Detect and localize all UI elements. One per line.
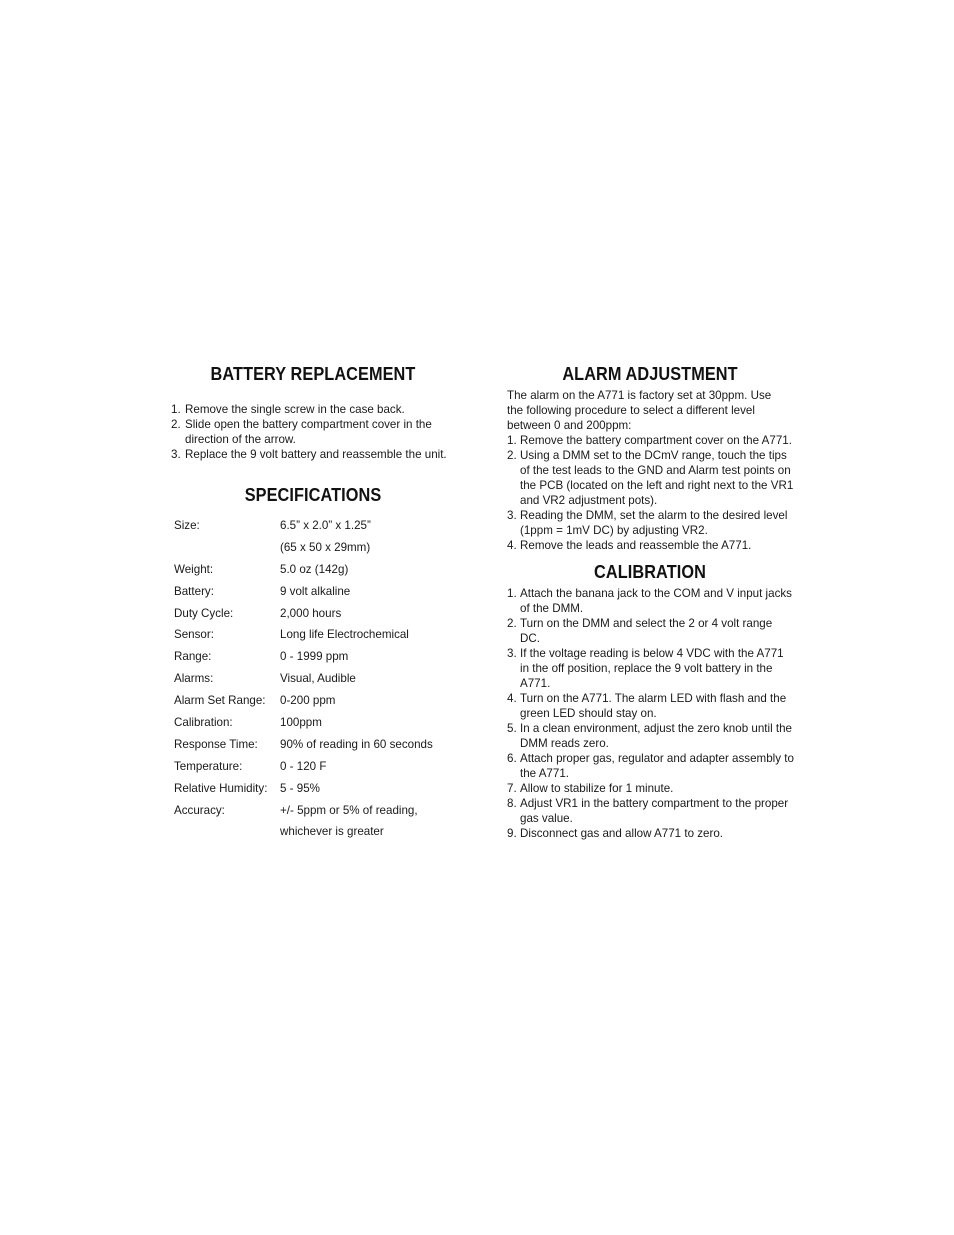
list-item bbox=[505, 691, 795, 721]
battery-replacement-heading: BATTERY REPLACEMENT bbox=[210, 363, 416, 384]
table-row bbox=[174, 540, 433, 562]
list-item bbox=[505, 721, 795, 751]
step-text: Remove the leads and reassemble the A771. bbox=[520, 539, 752, 552]
alarm-adjustment-heading: ALARM ADJUSTMENT bbox=[562, 363, 738, 384]
spec-label bbox=[174, 540, 280, 562]
spec-value: 100ppm bbox=[280, 716, 322, 730]
step-number: 3. bbox=[171, 448, 181, 461]
calibration-steps-list bbox=[505, 586, 795, 841]
table-row bbox=[174, 606, 433, 628]
step-number: 5. bbox=[507, 722, 517, 735]
list-item bbox=[505, 796, 795, 826]
list-item bbox=[505, 616, 795, 646]
list-item bbox=[505, 646, 795, 691]
table-row bbox=[174, 737, 433, 759]
table-row bbox=[174, 518, 433, 540]
step-number: 1. bbox=[507, 434, 517, 447]
step-number: 2. bbox=[171, 418, 181, 431]
list-item bbox=[505, 586, 795, 616]
table-row bbox=[174, 671, 433, 693]
list-item bbox=[168, 402, 458, 417]
step-text: Slide open the battery compartment cover in the direction of the arrow. bbox=[185, 418, 432, 446]
step-text: Turn on the DMM and select the 2 or 4 volt range DC. bbox=[520, 617, 773, 645]
battery-steps-list bbox=[168, 402, 458, 462]
spec-value: whichever is greater bbox=[280, 825, 384, 839]
step-number: 2. bbox=[507, 449, 517, 462]
spec-value: 5 - 95% bbox=[280, 781, 320, 795]
alarm-steps-list bbox=[505, 433, 795, 553]
step-number: 8. bbox=[507, 797, 517, 810]
step-number: 3. bbox=[507, 647, 517, 660]
spec-label bbox=[174, 824, 280, 846]
table-row bbox=[174, 715, 433, 737]
table-row bbox=[174, 824, 433, 846]
step-text: Attach proper gas, regulator and adapter assembly to the A771. bbox=[520, 752, 794, 780]
calibration-heading: CALIBRATION bbox=[594, 561, 706, 582]
table-row bbox=[174, 781, 433, 803]
spec-label: Alarm Set Range: bbox=[174, 694, 266, 708]
step-text: Using a DMM set to the DCmV range, touch the tips of the test leads to the GND and Alarm test points on the PCB (located on the left and right next to the VR1 and VR2 adjustment pots). bbox=[520, 449, 794, 507]
table-row bbox=[174, 584, 433, 606]
table-row bbox=[174, 759, 433, 781]
step-text: Replace the 9 volt battery and reassemble the unit. bbox=[185, 448, 447, 461]
list-item bbox=[505, 826, 795, 841]
alarm-intro-paragraph: The alarm on the A771 is factory set at 30ppm. Use the following procedure to select a different level between 0 and 200ppm: bbox=[507, 389, 772, 432]
table-row bbox=[174, 649, 433, 671]
spec-label: Battery: bbox=[174, 584, 214, 598]
step-number: 1. bbox=[171, 403, 181, 416]
step-number: 4. bbox=[507, 539, 517, 552]
step-number: 2. bbox=[507, 617, 517, 630]
spec-label: Response Time: bbox=[174, 737, 258, 751]
step-number: 3. bbox=[507, 509, 517, 522]
step-text: Remove the battery compartment cover on the A771. bbox=[520, 434, 792, 447]
step-number: 4. bbox=[507, 692, 517, 705]
spec-label: Duty Cycle: bbox=[174, 606, 234, 620]
spec-value: 0-200 ppm bbox=[280, 694, 336, 708]
spec-value: 0 - 120 F bbox=[280, 759, 327, 773]
step-text: Adjust VR1 in the battery compartment to the proper gas value. bbox=[520, 797, 789, 825]
step-text: Turn on the A771. The alarm LED with flash and the green LED should stay on. bbox=[520, 692, 787, 720]
spec-value: 9 volt alkaline bbox=[280, 584, 351, 598]
spec-value: (65 x 50 x 29mm) bbox=[280, 540, 371, 554]
table-row bbox=[174, 562, 433, 584]
step-number: 6. bbox=[507, 752, 517, 765]
step-text: Allow to stabilize for 1 minute. bbox=[520, 782, 674, 795]
left-column bbox=[168, 360, 458, 846]
spec-value: 90% of reading in 60 seconds bbox=[280, 737, 433, 751]
step-text: In a clean environment, adjust the zero knob until the DMM reads zero. bbox=[520, 722, 792, 750]
list-item bbox=[505, 781, 795, 796]
table-row bbox=[174, 627, 433, 649]
spec-label: Calibration: bbox=[174, 716, 233, 730]
specifications-table bbox=[174, 518, 433, 846]
list-item bbox=[168, 417, 458, 447]
spec-label: Weight: bbox=[174, 562, 214, 576]
right-column bbox=[505, 360, 795, 841]
spec-label: Alarms: bbox=[174, 672, 214, 686]
step-text: Remove the single screw in the case back. bbox=[185, 403, 405, 416]
list-item bbox=[505, 751, 795, 781]
step-text: Disconnect gas and allow A771 to zero. bbox=[520, 827, 724, 840]
step-text: If the voltage reading is below 4 VDC with the A771 in the off position, replace the 9 volt battery in the A771. bbox=[520, 647, 784, 690]
spec-value: Visual, Audible bbox=[280, 672, 356, 686]
step-number: 7. bbox=[507, 782, 517, 795]
list-item bbox=[505, 538, 795, 553]
step-text: Reading the DMM, set the alarm to the desired level (1ppm = 1mV DC) by adjusting VR2. bbox=[520, 509, 788, 537]
spec-label: Accuracy: bbox=[174, 803, 225, 817]
spec-label: Range: bbox=[174, 650, 212, 664]
step-text: Attach the banana jack to the COM and V input jacks of the DMM. bbox=[520, 587, 792, 615]
spec-label: Size: bbox=[174, 519, 200, 532]
spec-label: Relative Humidity: bbox=[174, 781, 268, 795]
step-number: 9. bbox=[507, 827, 517, 840]
list-item bbox=[505, 433, 795, 448]
spec-label: Sensor: bbox=[174, 628, 214, 642]
spec-value: 0 - 1999 ppm bbox=[280, 650, 349, 664]
spec-value: 6.5” x 2.0” x 1.25” bbox=[280, 519, 371, 532]
spec-label: Temperature: bbox=[174, 759, 243, 773]
spec-value: 2,000 hours bbox=[280, 606, 342, 620]
spec-value: +/- 5ppm or 5% of reading, bbox=[280, 803, 418, 817]
list-item bbox=[168, 447, 458, 462]
table-row bbox=[174, 803, 433, 825]
list-item bbox=[505, 508, 795, 538]
specifications-heading: SPECIFICATIONS bbox=[244, 484, 382, 505]
step-number: 1. bbox=[507, 587, 517, 600]
table-row bbox=[174, 693, 433, 715]
spec-value: Long life Electrochemical bbox=[280, 628, 409, 642]
list-item bbox=[505, 448, 795, 508]
spec-value: 5.0 oz (142g) bbox=[280, 562, 349, 576]
